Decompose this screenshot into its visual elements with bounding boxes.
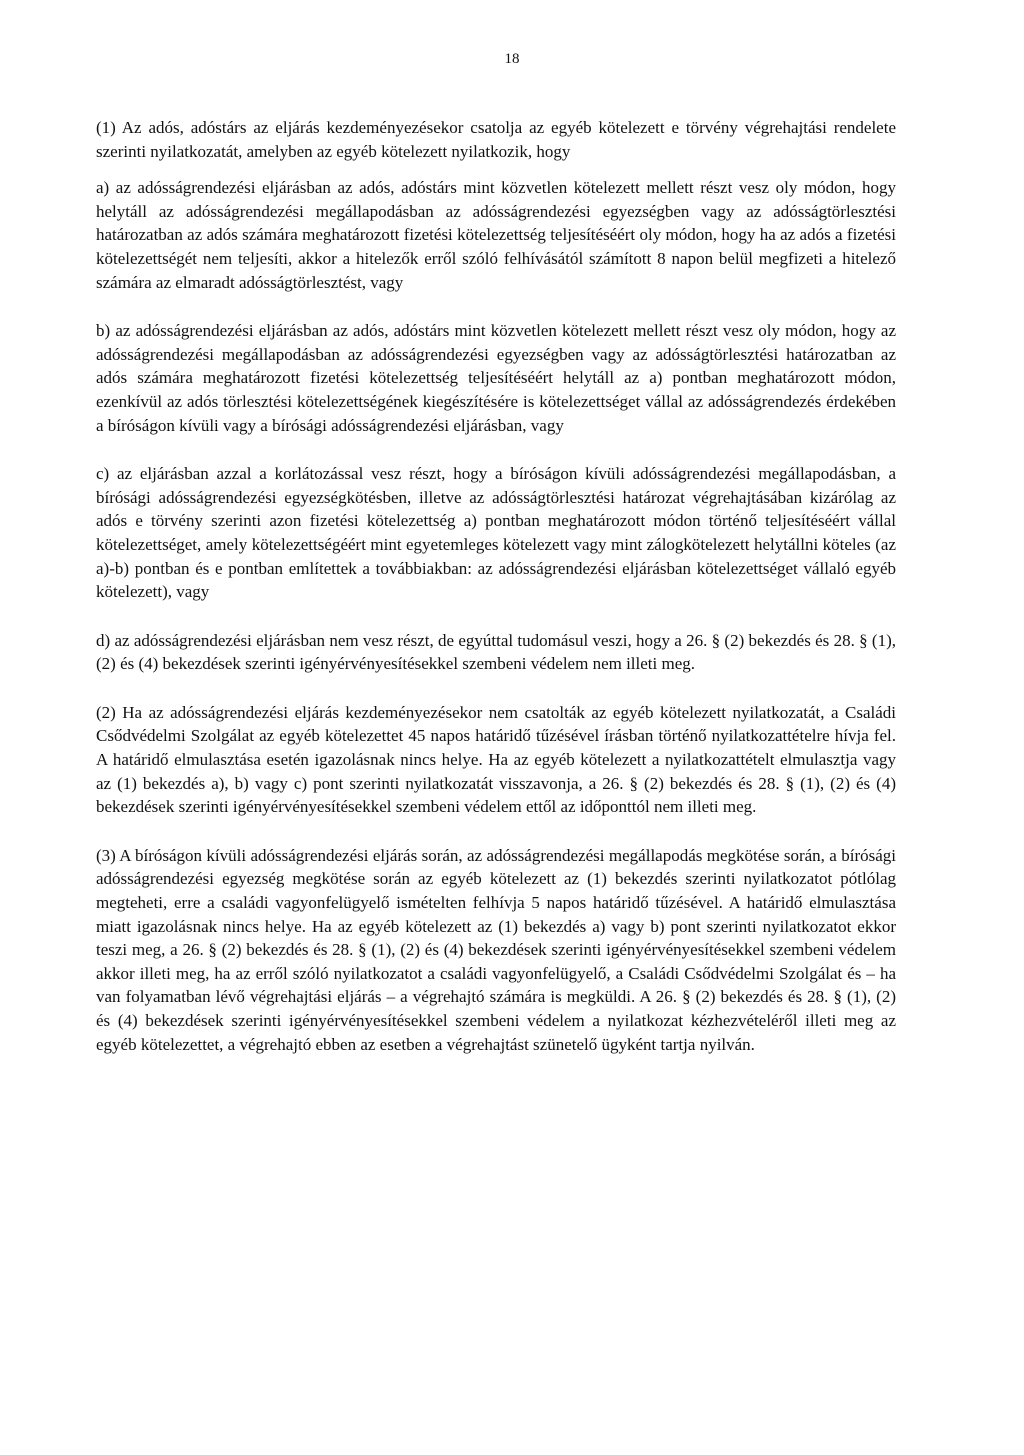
page-number: 18 <box>504 51 520 67</box>
paragraph-1-point-b: b) az adósságrendezési eljárásban az adós, adóstárs mint közvetlen kötelezett mellett részt vesz oly módon, hogy az adósságrendezési megállapodásban az adósságrendezési egyezségben vagy az adósságtörlesztési határozatban az adós számára meghatározott fizetési kötelezettség teljesítéséért helytáll az a) pontban meghatározott módon, ezenkívül az adós törlesztési kötelezettségének kiegészítésére is kötelezettséget vállal az adósságrendezés érdekében a bíróságon kívüli vagy a bírósági adósságrendezési eljárásban, vagy <box>96 321 896 435</box>
paragraph-1-point-a: a) az adósságrendezési eljárásban az adós, adóstárs mint közvetlen kötelezett mellett részt vesz oly módon, hogy helytáll az adósságrendezési megállapodásban az adósságrendezési egyezségben vagy az adósságtörlesztési határozatban az adós számára meghatározott fizetési kötelezettség teljesítéséért oly módon, hogy ha az adós a fizetési kötelezettségét nem teljesíti, akkor a hitelezők erről szóló felhívásától számított 8 napon belül megfizeti a hitelező számára az elmaradt adósságtörlesztést, vagy <box>96 178 896 292</box>
paragraph-3: (3) A bíróságon kívüli adósságrendezési eljárás során, az adósságrendezési megállapodás megkötése során, a bírósági adósságrendezési egyezség megkötése során az egyéb kötelezett az (1) bekezdés szerinti nyilatkozatot pótlólag megteheti, erre a családi vagyonfelügyelő ismételten felhívja 5 napos határidő tűzésével. A határidő elmulasztása miatt igazolásnak nincs helye. Ha az egyéb kötelezett az (1) bekezdés a) vagy b) pont szerinti nyilatkozatot ekkor teszi meg, a 26. § (2) bekezdés és 28. § (1), (2) és (4) bekezdések szerinti igényérvényesítésekkel szembeni védelem akkor illeti meg, ha az erről szóló nyilatkozatot a családi vagyonfelügyelő, a Családi Csődvédelmi Szolgálat és – ha van folyamatban lévő végrehajtási eljárás – a végrehajtó számára is megküldi. A 26. § (2) bekezdés és 28. § (1), (2) és (4) bekezdések szerinti igényérvényesítésekkel szembeni védelem a nyilatkozat kézhezvételéről illeti meg az egyéb kötelezettet, a végrehajtó ebben az esetben a végrehajtást szünetelő ügyként tartja nyilván. <box>96 845 896 1054</box>
paragraph-1-intro: (1) Az adós, adóstárs az eljárás kezdeményezésekor csatolja az egyéb kötelezett e törvény végrehajtási rendelete szerinti nyilatkozatát, amelyben az egyéb kötelezett nyilatkozik, hogy <box>96 118 896 161</box>
paragraph-2: (2) Ha az adósságrendezési eljárás kezdeményezésekor nem csatolták az egyéb kötelezett nyilatkozatát, a Családi Csődvédelmi Szolgálat az egyéb kötelezettet 45 napos határidő tűzésével írásban történő nyilatkozattételre hívja fel. A határidő elmulasztása esetén igazolásnak nincs helye. Ha az egyéb kötelezett a nyilatkozattételt elmulasztja vagy az (1) bekezdés a), b) vagy c) pont szerinti nyilatkozatát visszavonja, a 26. § (2) bekezdés és 28. § (1), (2) és (4) bekezdések szerinti igényérvényesítésekkel szembeni védelem ettől az időponttól nem illeti meg. <box>96 702 896 817</box>
paragraph-1-point-c: c) az eljárásban azzal a korlátozással vesz részt, hogy a bíróságon kívüli adósságrendezési megállapodásban, a bírósági adósságrendezési egyezségkötésben, illetve az adósságtörlesztési határozat végrehajtásában kizárólag az adós e törvény szerinti azon fizetési kötelezettség a) pontban meghatározott módon történő teljesítéséért vállal kötelezettséget, amely kötelezettségéért mint egyetemleges kötelezett vagy mint zálogkötelezett helytállni köteles (az a)-b) pontban és e pontban említettek a továbbiakban: az adósságrendezési eljárásban kötelezettséget vállaló egyéb kötelezett), vagy <box>96 464 896 602</box>
paragraph-1-point-d: d) az adósságrendezési eljárásban nem vesz részt, de egyúttal tudomásul veszi, hogy a 26. § (2) bekezdés és 28. § (1), (2) és (4) bekezdések szerinti igényérvényesítésekkel szembeni védelem nem illeti meg. <box>96 630 896 674</box>
page-body <box>96 116 896 1081</box>
